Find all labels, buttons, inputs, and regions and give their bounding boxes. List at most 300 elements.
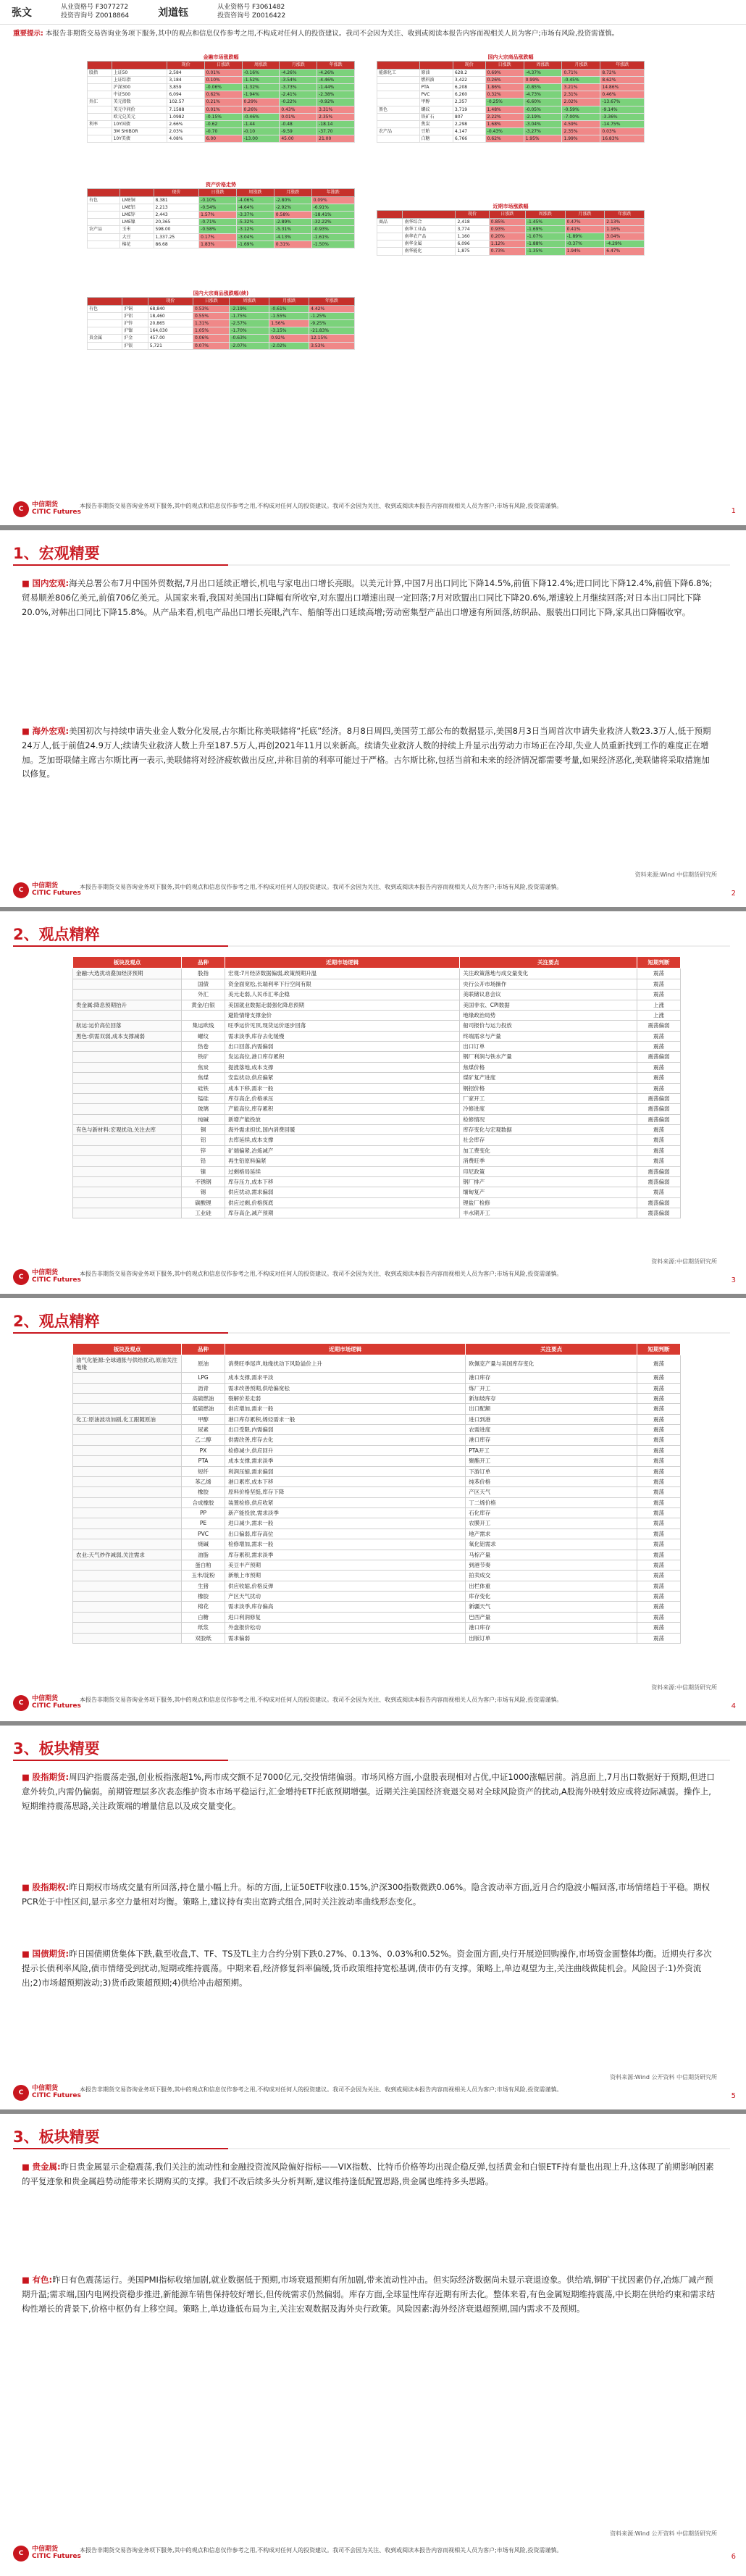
table-cell: 避险情绪支撑金价 bbox=[225, 1010, 460, 1020]
table-cell: 6.00 bbox=[204, 135, 242, 143]
table-cell: 3,859 bbox=[167, 83, 204, 91]
table-cell: 86.68 bbox=[154, 241, 199, 248]
table-cell: 震荡 bbox=[637, 1487, 681, 1497]
table-cell bbox=[73, 1042, 182, 1052]
table-header-cell: 短期判断 bbox=[637, 1344, 681, 1355]
table-cell: 美元指数 bbox=[112, 99, 167, 106]
citic-logo: C 中信期货 CITIC Futures bbox=[13, 501, 81, 517]
table-cell bbox=[73, 1393, 182, 1403]
table-cell: 印尼政策 bbox=[460, 1166, 637, 1176]
table-cell: -0.10 bbox=[242, 128, 280, 135]
table-cell: 震荡 bbox=[637, 1539, 681, 1550]
table-cell bbox=[73, 1445, 182, 1455]
table-cell: 598.00 bbox=[154, 226, 199, 233]
table-cell: 新粮上市预期 bbox=[225, 1571, 466, 1581]
source-note: 资料来源:中信期货研究所 bbox=[651, 1258, 717, 1265]
table-cell: 1,875 bbox=[456, 248, 489, 255]
table-cell: 丁二烯价格 bbox=[466, 1497, 637, 1507]
table-cell: 焦煤价格 bbox=[460, 1062, 637, 1072]
table-cell: 铁矿石 bbox=[419, 113, 453, 120]
table-cell: 6,096 bbox=[456, 241, 489, 248]
table-row bbox=[88, 319, 355, 327]
table-cell: 棉花 bbox=[120, 241, 154, 248]
table-cell: 橡胶 bbox=[182, 1592, 225, 1602]
table-cell: -1.69% bbox=[525, 225, 565, 233]
report-page-6 bbox=[0, 2114, 746, 2576]
table-cell: 锰硅 bbox=[182, 1093, 225, 1103]
table-header-cell: 月涨跌 bbox=[280, 62, 317, 69]
table-cell: -0.46% bbox=[242, 113, 280, 120]
section-title-views: 2、观点精粹 bbox=[13, 1313, 100, 1330]
table-cell: 锂盐厂检修 bbox=[460, 1197, 637, 1208]
table-cell: 豆粕 bbox=[419, 128, 453, 135]
table-row bbox=[88, 241, 355, 248]
table-cell: 能源化工 bbox=[377, 69, 420, 76]
citic-logo: C 中信期货 CITIC Futures bbox=[13, 882, 81, 898]
market-table-4 bbox=[87, 290, 355, 350]
table-row bbox=[73, 1021, 681, 1031]
table-header-cell bbox=[377, 211, 403, 218]
table-cell: 0.73% bbox=[489, 248, 525, 255]
table-header-cell bbox=[112, 62, 167, 69]
table-row bbox=[377, 83, 645, 91]
index-option-paragraph: ■ 股指期权:昨日期权市场成交量有所回落,持仓量小幅上升。标的方面,上证50ETF收涨0.15%,沪深300指数微跌0.06%。隐含波动率方面,近月合约隐波小幅回落,市场情绪趋于平稳。期权PCR处于中性区间,显示多空力量相对均衡。策略上,建议持有卖出宽跨式组合,同时关注波动率曲线形态变化。 bbox=[22, 1882, 710, 1907]
table-cell bbox=[73, 1176, 182, 1187]
table-cell: 资金面宽松,长端利率下行空间有限 bbox=[225, 979, 460, 989]
table-cell: 港口库存累积,烯烃需求一般 bbox=[225, 1414, 466, 1424]
footer-disclaimer: 本报告非期货交易咨询业务项下服务,其中的观点和信息仅作参考之用,不构成对任何人的投资建议。我司不会因为关注、收到或阅读本报告内容而视相关人员为客户;市场有风险,投资需谨慎。 bbox=[80, 1697, 563, 1703]
table-cell: 0.26% bbox=[242, 106, 280, 113]
table-cell: 矿端偏紧,冶炼减产 bbox=[225, 1145, 460, 1155]
table-cell bbox=[88, 327, 122, 335]
table-cell: 甲醇 bbox=[182, 1414, 225, 1424]
table-cell: 8,381 bbox=[154, 196, 199, 204]
table-cell: 国债 bbox=[182, 979, 225, 989]
table-cell: -4.64% bbox=[236, 204, 274, 211]
section-divider bbox=[13, 2148, 730, 2149]
table-cell: -3.36% bbox=[600, 113, 645, 120]
table-cell: 地产需求 bbox=[466, 1529, 637, 1539]
table-cell: 纯碱 bbox=[182, 1114, 225, 1124]
analyst2-name: 刘道钰 bbox=[158, 7, 189, 19]
table-cell: 震荡 bbox=[637, 1435, 681, 1445]
table-cell: 1.05% bbox=[193, 327, 230, 335]
table-cell: 供需改善,库存去化 bbox=[225, 1435, 466, 1445]
table-row bbox=[88, 305, 355, 312]
table-cell: 震荡 bbox=[637, 1156, 681, 1166]
table-row bbox=[73, 1114, 681, 1124]
table-cell: 成本支撑,需求平淡 bbox=[225, 1373, 466, 1383]
table-cell: 社会库存 bbox=[460, 1135, 637, 1145]
table-cell: 102.57 bbox=[167, 99, 204, 106]
table-cell: 2,443 bbox=[154, 211, 199, 218]
notice-label: 重要提示: bbox=[13, 30, 43, 38]
table-cell: 1.95% bbox=[524, 135, 562, 143]
table-header-cell: 年涨跌 bbox=[309, 298, 355, 305]
table-cell bbox=[73, 1156, 182, 1166]
table-cell: 航运:运价高位回落 bbox=[73, 1021, 182, 1031]
table-row bbox=[88, 135, 355, 143]
table-header-row bbox=[88, 298, 355, 305]
table-cell: -4.13% bbox=[274, 233, 311, 241]
table-cell: 产区天气 bbox=[466, 1487, 637, 1497]
table-cell: 玻璃 bbox=[182, 1104, 225, 1114]
table-cell: -1.45% bbox=[525, 218, 565, 225]
table-cell: 8.62% bbox=[600, 76, 645, 83]
table-cell: -0.06% bbox=[204, 83, 242, 91]
table-row bbox=[73, 1031, 681, 1041]
table-cell: 2,298 bbox=[453, 120, 485, 127]
table-cell bbox=[88, 204, 120, 211]
table-cell: 0.53% bbox=[193, 305, 230, 312]
table-cell: 供应扰动,需求偏弱 bbox=[225, 1187, 460, 1197]
table-cell: 1.83% bbox=[199, 241, 237, 248]
table-row bbox=[88, 204, 355, 211]
table-row bbox=[88, 76, 355, 83]
table-row bbox=[73, 1104, 681, 1114]
table-cell: 不锈钢 bbox=[182, 1176, 225, 1187]
table-cell: 0.26% bbox=[485, 76, 524, 83]
table-cell: 安监扰动,供应偏紧 bbox=[225, 1073, 460, 1083]
table-cell: 股指 bbox=[182, 969, 225, 979]
table-cell bbox=[377, 120, 420, 127]
table-cell: 2,357 bbox=[453, 99, 485, 106]
table-cell: 震荡 bbox=[637, 1425, 681, 1435]
page-number: 1 bbox=[731, 507, 736, 515]
table-cell bbox=[377, 241, 403, 248]
table-cell: 0.21% bbox=[204, 99, 242, 106]
table-cell: PVC bbox=[419, 91, 453, 99]
table-header-cell bbox=[403, 211, 456, 218]
table-cell: -0.43% bbox=[485, 128, 524, 135]
table-cell: -13.00 bbox=[242, 135, 280, 143]
table-cell: 检修情况 bbox=[460, 1114, 637, 1124]
table-cell: 焦煤 bbox=[182, 1073, 225, 1083]
table-cell: -1.70% bbox=[230, 327, 269, 335]
table-cell: 库存变化 bbox=[466, 1592, 637, 1602]
footer-disclaimer: 本报告非期货交易咨询业务项下服务,其中的观点和信息仅作参考之用,不构成对任何人的投资建议。我司不会因为关注、收到或阅读本报告内容而视相关人员为客户;市场有风险,投资需谨慎。 bbox=[80, 2547, 563, 2554]
table-cell: 油脂 bbox=[182, 1550, 225, 1560]
table-cell: 0.06% bbox=[193, 335, 230, 342]
table-cell: -0.63% bbox=[230, 335, 269, 342]
table-cell bbox=[88, 83, 112, 91]
table-cell: 地缘政治局势 bbox=[460, 1010, 637, 1020]
table-cell: 1.99% bbox=[562, 135, 600, 143]
table-cell: -1.35% bbox=[525, 248, 565, 255]
table-cell: 到港节奏 bbox=[466, 1560, 637, 1570]
table-cell: 628.2 bbox=[453, 69, 485, 76]
table-cell bbox=[88, 241, 120, 248]
table-cell: 有色 bbox=[88, 305, 122, 312]
table-cell: -18.41% bbox=[311, 211, 354, 218]
table-cell: 2,213 bbox=[154, 204, 199, 211]
table-cell: -1.32% bbox=[242, 83, 280, 91]
table-cell: 厂家开工 bbox=[460, 1093, 637, 1103]
table-cell bbox=[73, 1145, 182, 1155]
table-cell: 大豆 bbox=[120, 233, 154, 241]
table-cell: 生猪 bbox=[182, 1581, 225, 1591]
table-cell: -2.92% bbox=[274, 204, 311, 211]
table-cell bbox=[73, 1197, 182, 1208]
table-cell: 震荡偏弱 bbox=[637, 1176, 681, 1187]
table-row bbox=[88, 91, 355, 99]
table-cell: 冷修进度 bbox=[460, 1104, 637, 1114]
table-cell: 乙二醇 bbox=[182, 1435, 225, 1445]
table-cell: 3,774 bbox=[456, 225, 489, 233]
table-cell: 0.55% bbox=[193, 312, 230, 319]
table-cell: 457.00 bbox=[148, 335, 193, 342]
table-cell: 1.0982 bbox=[167, 113, 204, 120]
table-cell: 利率 bbox=[88, 120, 112, 127]
table-row bbox=[88, 327, 355, 335]
table-cell bbox=[73, 1581, 182, 1591]
table-cell: -0.59% bbox=[562, 106, 600, 113]
table-header-cell: 品种 bbox=[182, 1344, 225, 1355]
table-cell: 旺季运价见顶,现货运价逐步回落 bbox=[225, 1021, 460, 1031]
table-cell: 震荡 bbox=[637, 1602, 681, 1612]
table-cell: -0.92% bbox=[317, 99, 355, 106]
table-cell: 美国非农、CPI数据 bbox=[460, 1000, 637, 1010]
table-cell: 沪镍 bbox=[122, 327, 148, 335]
table-cell: 沪铜 bbox=[122, 305, 148, 312]
table-cell: -0.16% bbox=[242, 69, 280, 76]
table-cell: -3.54% bbox=[280, 76, 317, 83]
table-cell: 上证综指 bbox=[112, 76, 167, 83]
table-cell bbox=[88, 76, 112, 83]
table-row bbox=[73, 1539, 681, 1550]
table-cell: -1.69% bbox=[236, 241, 274, 248]
table-cell bbox=[88, 219, 120, 226]
table-cell: -4.46% bbox=[317, 76, 355, 83]
table-cell: 震荡偏弱 bbox=[637, 1052, 681, 1062]
table-cell: 出口偏弱,库存高位 bbox=[225, 1529, 466, 1539]
table-cell: 震荡 bbox=[637, 1083, 681, 1093]
table-cell: 6,208 bbox=[453, 83, 485, 91]
table-cell bbox=[73, 1612, 182, 1622]
table-cell: 硅铁 bbox=[182, 1083, 225, 1093]
table-cell: 双胶纸 bbox=[182, 1633, 225, 1643]
table-cell: 出栏体重 bbox=[466, 1581, 637, 1591]
table-header-cell bbox=[377, 62, 420, 69]
table-cell: -0.25% bbox=[485, 99, 524, 106]
table-cell: 0.58% bbox=[274, 211, 311, 218]
table-cell: 震荡 bbox=[637, 1445, 681, 1455]
table-row bbox=[88, 211, 355, 218]
table-cell: 关注政策落地与成交量变化 bbox=[460, 969, 637, 979]
table-cell: 沪锌 bbox=[122, 319, 148, 327]
table-cell: 震荡 bbox=[637, 1355, 681, 1373]
table-cell: -21.83% bbox=[309, 327, 355, 335]
table-cell: 0.62% bbox=[485, 135, 524, 143]
table-cell: 震荡 bbox=[637, 1145, 681, 1155]
table-cell: 钢招价格 bbox=[460, 1083, 637, 1093]
table-cell: 消费旺季尾声,地缘扰动下风险溢价上升 bbox=[225, 1355, 466, 1373]
table-row bbox=[73, 1197, 681, 1208]
table-cell: 美联储议息会议 bbox=[460, 990, 637, 1000]
table-cell: 铝 bbox=[182, 1135, 225, 1145]
table-cell: 进口到港 bbox=[466, 1414, 637, 1424]
stock-index-paragraph: ■ 股指期货:周四沪指震荡走强,创业板指涨超1%,两市成交额不足7000亿元,交投情绪偏弱。市场风格方面,小盘股表现相对占优,中证1000涨幅居前。消息面上,7月出口数据好于预期,但进口意外转负,内需仍偏弱。前期管理层多次表态维护资本市场平稳运行,汇金增持ETF托底预期增强。近期关注美国经济衰退交易对全球风险资产的扰动,A股海外映射效应或将边际减弱。操作上,短期维持震荡思路,关注政策端的增量信息以及成交量变化。 bbox=[22, 1772, 715, 1811]
table-cell: 下游订单 bbox=[466, 1466, 637, 1476]
table-cell: 4.59% bbox=[562, 120, 600, 127]
table-cell: 南华能化 bbox=[403, 248, 456, 255]
section-divider bbox=[13, 1760, 730, 1761]
table-cell: 震荡 bbox=[637, 1414, 681, 1424]
table-cell: 震荡偏弱 bbox=[637, 1104, 681, 1114]
table-cell: -6.60% bbox=[524, 99, 562, 106]
table-cell: 终端需求与产量 bbox=[460, 1031, 637, 1041]
table-cell: 镍 bbox=[182, 1166, 225, 1176]
table-header-cell bbox=[120, 189, 154, 196]
table-cell: 进口利润修复 bbox=[225, 1612, 466, 1622]
section-divider bbox=[13, 945, 730, 947]
table-row bbox=[73, 1476, 681, 1486]
table-cell: 震荡 bbox=[637, 1125, 681, 1135]
analyst-header bbox=[0, 0, 746, 25]
table-cell: 农产品 bbox=[88, 226, 120, 233]
table-header-cell: 近期市场逻辑 bbox=[225, 957, 460, 969]
table-cell: 68,840 bbox=[148, 305, 193, 312]
table-cell bbox=[88, 312, 122, 319]
table-cell bbox=[73, 1083, 182, 1093]
table-cell: 农膜开工 bbox=[466, 1518, 637, 1529]
table-cell: 震荡 bbox=[637, 1550, 681, 1560]
table-cell bbox=[377, 76, 420, 83]
analyst1-license: 从业资格号 F3077272 投资咨询号 Z0018864 bbox=[61, 3, 130, 20]
table-cell: -0.37% bbox=[565, 241, 605, 248]
table-cell: 工业硅 bbox=[182, 1208, 225, 1218]
section-divider bbox=[13, 1332, 730, 1334]
table-cell: 0.09% bbox=[311, 196, 354, 204]
table-row bbox=[73, 1592, 681, 1602]
table-cell: 缅甸复产 bbox=[460, 1187, 637, 1197]
table-cell bbox=[73, 1529, 182, 1539]
table-cell: -0.45% bbox=[562, 76, 600, 83]
table-cell: 农业:天气炒作减弱,关注需求 bbox=[73, 1550, 182, 1560]
table-header-cell: 月涨跌 bbox=[269, 298, 309, 305]
citic-logo: C 中信期货 CITIC Futures bbox=[13, 1695, 81, 1711]
table-row bbox=[377, 135, 645, 143]
table-cell: 震荡 bbox=[637, 1456, 681, 1466]
source-note: 资料来源:中信期货研究所 bbox=[651, 1684, 717, 1691]
table-cell: -18.14 bbox=[317, 120, 355, 127]
table-cell: PTA bbox=[182, 1456, 225, 1466]
table-cell bbox=[377, 91, 420, 99]
table-cell: 原油 bbox=[182, 1355, 225, 1373]
table-cell bbox=[88, 233, 120, 241]
table-cell bbox=[88, 342, 122, 349]
table-cell: 1.86% bbox=[485, 83, 524, 91]
table-cell: 检修减少,供应回升 bbox=[225, 1445, 466, 1455]
table-cell: -3.73% bbox=[280, 83, 317, 91]
table-cell: 出口回落,内需偏弱 bbox=[225, 1042, 460, 1052]
nonferrous-paragraph: ■ 有色:昨日有色震荡运行。美国PMI指标收缩加剧,就业数据低于预期,市场衰退预期有所加剧,带来流动性冲击。但实际经济数据尚未显示衰退迹象。供给端,铜矿干扰因素仍存,冶炼厂减产预期升温;需求端,国内电网投资稳步推进,新能源车销售保持较好增长,但传统需求仍然偏弱。库存方面,全球显性库存近期有所去化。整体来看,有色金属短期维持震荡,中长期在供给约束和需求结构性增长的背景下,价格中枢仍有上移空间。策略上,单边逢低布局为主,关注宏观数据及海外央行政策。风险因素:海外经济衰退超预期,国内需求不及预期。 bbox=[22, 2275, 716, 2314]
table-cell bbox=[73, 1560, 182, 1570]
table-cell: 震荡 bbox=[637, 1508, 681, 1518]
table-cell: 3M SHIBOR bbox=[112, 128, 167, 135]
table-cell: 外盘报价松动 bbox=[225, 1623, 466, 1633]
table-cell: 消费旺季 bbox=[460, 1156, 637, 1166]
table-cell: 2.35% bbox=[562, 128, 600, 135]
table-cell: 锌 bbox=[182, 1145, 225, 1155]
table-cell: 震荡 bbox=[637, 1571, 681, 1581]
table-cell: 上证50 bbox=[112, 69, 167, 76]
table-cell: 震荡 bbox=[637, 1042, 681, 1052]
table-cell: 尿素 bbox=[182, 1425, 225, 1435]
table-cell: 氧化铝需求 bbox=[466, 1539, 637, 1550]
table-cell: 原油 bbox=[419, 69, 453, 76]
table-cell: 白糖 bbox=[182, 1612, 225, 1622]
table-cell: 0.01% bbox=[280, 113, 317, 120]
table-cell: 1,160 bbox=[456, 233, 489, 240]
table-header-cell bbox=[88, 189, 120, 196]
table-cell: 震荡偏弱 bbox=[637, 1197, 681, 1208]
table-cell: 2,584 bbox=[167, 69, 204, 76]
table-cell: 央行公开市场操作 bbox=[460, 979, 637, 989]
table-cell: 0.62% bbox=[204, 91, 242, 99]
table-cell: 化工:原油波动加剧,化工跟随原油 bbox=[73, 1414, 182, 1424]
table-row bbox=[88, 99, 355, 106]
table-cell: -3.04% bbox=[236, 233, 274, 241]
table-cell: 2.22% bbox=[485, 113, 524, 120]
table-cell: 煤矿复产进度 bbox=[460, 1073, 637, 1083]
table-row bbox=[377, 248, 645, 255]
table-cell: 2.13% bbox=[605, 218, 645, 225]
table-cell: 有色 bbox=[88, 196, 120, 204]
table-header-row bbox=[377, 62, 645, 69]
table-cell: 震荡偏弱 bbox=[637, 1021, 681, 1031]
table-cell: 港口库存 bbox=[466, 1373, 637, 1383]
table-cell: 沪银 bbox=[122, 342, 148, 349]
table-header-cell: 现价 bbox=[148, 298, 193, 305]
table-cell: 0.99% bbox=[524, 76, 562, 83]
table-cell: 再生铅原料偏紧 bbox=[225, 1156, 460, 1166]
table-cell: 纸浆 bbox=[182, 1623, 225, 1633]
table-cell: 0.01% bbox=[204, 69, 242, 76]
table-cell: 欧佩克产量与美国库存变化 bbox=[466, 1355, 637, 1373]
table-cell bbox=[182, 1010, 225, 1020]
table-header-cell: 月涨跌 bbox=[565, 211, 605, 218]
table-row bbox=[73, 1633, 681, 1643]
table-cell bbox=[377, 233, 403, 240]
table-row bbox=[88, 342, 355, 349]
table-cell: 库存压力,成本下移 bbox=[225, 1176, 460, 1187]
section-title-macro: 1、宏观精要 bbox=[13, 545, 100, 562]
table-cell: 0.46% bbox=[600, 91, 645, 99]
table-cell: 沪深300 bbox=[112, 83, 167, 91]
table-cell bbox=[377, 135, 420, 143]
table-cell: 出口配额 bbox=[466, 1404, 637, 1414]
table-cell: 外汇 bbox=[88, 99, 112, 106]
table-cell: 船司报价与运力投放 bbox=[460, 1021, 637, 1031]
table-cell: 铁矿 bbox=[182, 1052, 225, 1062]
table-cell: 集运欧线 bbox=[182, 1021, 225, 1031]
page-number: 5 bbox=[731, 2092, 736, 2100]
table-cell bbox=[73, 1518, 182, 1529]
table-row bbox=[88, 196, 355, 204]
table-row bbox=[73, 1529, 681, 1539]
table-row bbox=[73, 1623, 681, 1633]
table-cell: 807 bbox=[453, 113, 485, 120]
table-title: 国内大宗商品涨跌幅(续) bbox=[193, 290, 249, 296]
section-title-sectors: 3、板块精要 bbox=[13, 2128, 100, 2146]
table-cell: 宏观:7月经济数据偏弱,政策预期升温 bbox=[225, 969, 460, 979]
table-row bbox=[73, 1000, 681, 1010]
table-cell: LPG bbox=[182, 1373, 225, 1383]
table-row bbox=[377, 69, 645, 76]
table-cell: 3.31% bbox=[317, 106, 355, 113]
table-cell: PP bbox=[182, 1508, 225, 1518]
